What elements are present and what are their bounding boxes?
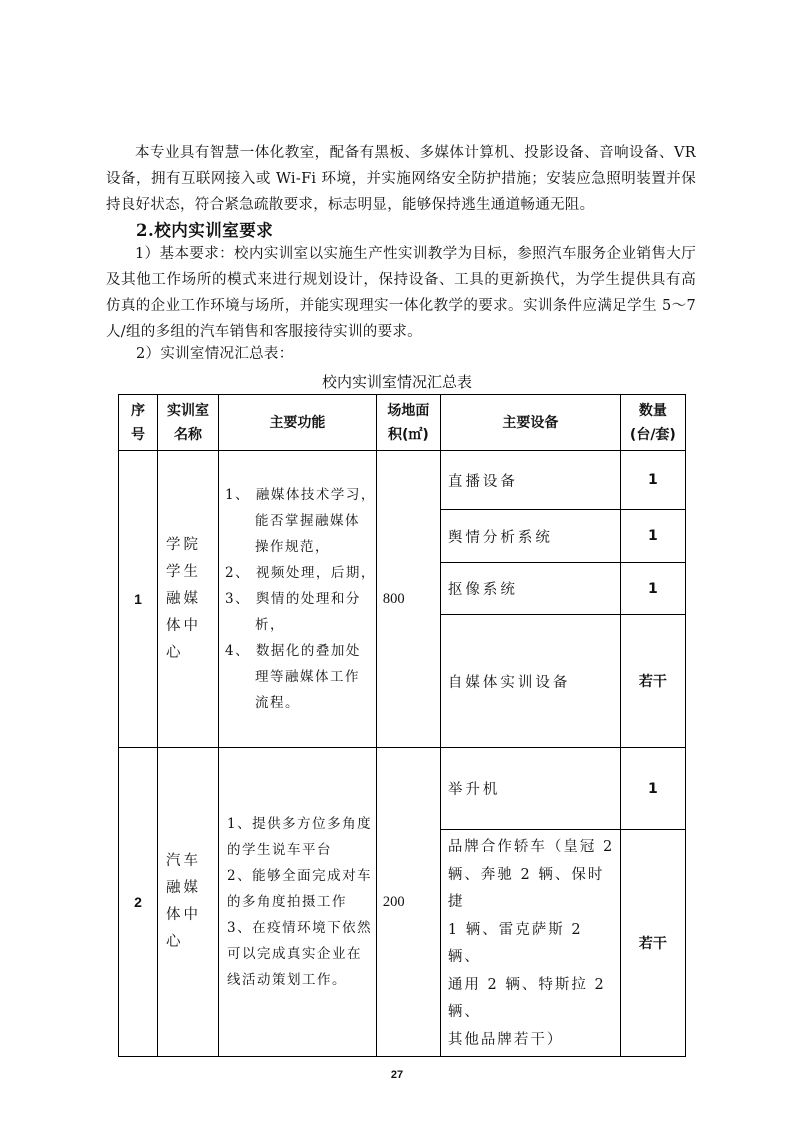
equipment-name: 抠像系统 — [440, 563, 620, 615]
table-row — [119, 748, 686, 830]
equipment-quantity: 若干 — [620, 830, 685, 1057]
table-row — [119, 451, 686, 510]
row-seq: 1 — [119, 451, 158, 748]
header-equipment: 主要设备 — [440, 395, 620, 451]
header-area: 场地面 积(㎡) — [376, 395, 440, 451]
room-function: 1、 融媒体技术学习， 能否掌握融媒体 操作规范， 2、 视频处理，后期， 3、 舆情的处理和分 析， 4、 数据化的叠加处 理等融媒体工作 流程。 — [219, 451, 377, 748]
header-function: 主要功能 — [219, 395, 377, 451]
room-area: 800 — [376, 451, 440, 748]
table-header-row — [119, 395, 686, 451]
summary-intro-paragraph: 2）实训室情况汇总表： — [136, 346, 294, 362]
section-heading: 2.校内实训室要求 — [136, 221, 274, 240]
basic-requirements-paragraph: 1）基本要求：校内实训室以实施生产性实训教学为目标，参照汽车服务企业销售大厅及其他工作场所的模式来进行规划设计，保持设备、工具的更新换代，为学生提供具有高仿真的企业工作环境与场所，并能实现理实一体化教学的要求。实训条件应满足学生 5～7 人/组的多组的汽车销售和客服接待实训的要求。 — [106, 246, 696, 340]
room-name: 汽车 融媒 体中 心 — [158, 748, 219, 1057]
page-number: 27 — [390, 1069, 404, 1081]
equipment-name: 举升机 — [440, 748, 620, 830]
header-room-name: 实训室 名称 — [158, 395, 219, 451]
equipment-name: 品牌合作轿车（皇冠 2 辆、奔驰 2 辆、保时捷 1 辆、雷克萨斯 2 辆、 通用 2 辆、特斯拉 2 辆、 其他品牌若干） — [440, 830, 620, 1057]
training-room-table — [118, 394, 686, 1057]
room-area: 200 — [376, 748, 440, 1057]
intro-paragraph: 本专业具有智慧一体化教室，配备有黑板、多媒体计算机、投影设备、音响设备、VR 设备，拥有互联网接入或 Wi-Fi 环境，并实施网络安全防护措施；安装应急照明装置并保持良好状态，符合紧急疏散要求，标志明显，能够保持逃生通道畅通无阻。 — [106, 145, 696, 213]
header-seq: 序 号 — [119, 395, 158, 451]
table-caption: 校内实训室情况汇总表 — [321, 373, 472, 391]
equipment-quantity: 1 — [620, 451, 685, 510]
equipment-name: 自媒体实训设备 — [440, 615, 620, 748]
room-function: 1、提供多方位多角度 的学生说车平台 2、能够全面完成对车 的多角度拍摄工作 3、在疫情环境下依然 可以完成真实企业在 线活动策划工作。 — [219, 748, 377, 1057]
row-seq: 2 — [119, 748, 158, 1057]
equipment-name: 直播设备 — [440, 451, 620, 510]
equipment-quantity: 1 — [620, 510, 685, 563]
equipment-quantity: 若干 — [620, 615, 685, 748]
equipment-quantity: 1 — [620, 748, 685, 830]
header-quantity: 数量 (台/套) — [620, 395, 685, 451]
room-name: 学院 学生 融媒 体中 心 — [158, 451, 219, 748]
equipment-quantity: 1 — [620, 563, 685, 615]
equipment-name: 舆情分析系统 — [440, 510, 620, 563]
